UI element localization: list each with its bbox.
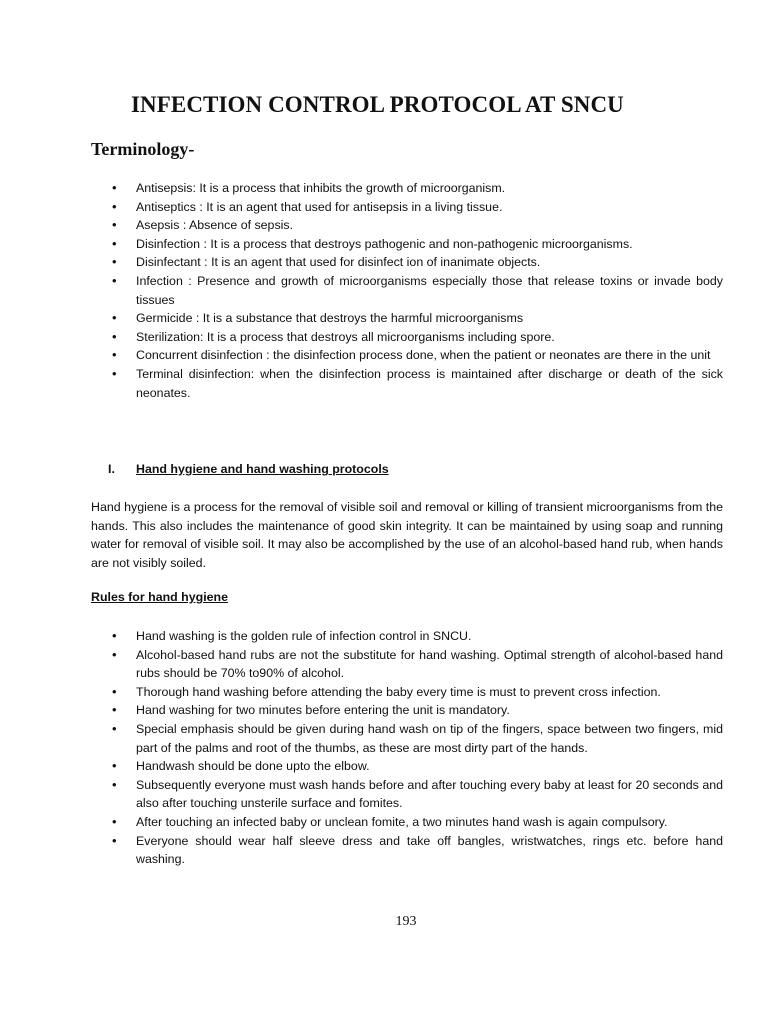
list-item: • After touching an infected baby or unclean fomite, a two minutes hand wash is again compulsory.: [112, 813, 723, 832]
list-item: • Infection : Presence and growth of microorganisms especially those that release toxins or invade body tissues: [112, 272, 723, 309]
section-title: Hand hygiene and hand washing protocols: [136, 462, 389, 476]
list-item: • Thorough hand washing before attending the baby every time is must to prevent cross infection.: [112, 683, 723, 702]
terminology-list: [112, 179, 723, 402]
list-item: • Asepsis : Absence of sepsis.: [112, 216, 723, 235]
section-heading: [108, 462, 389, 476]
list-item: • Subsequently everyone must wash hands before and after touching every baby at least for 20 seconds and also after touching unsterile surface and fomites.: [112, 776, 723, 813]
rules-list: [112, 627, 723, 869]
page-number: 193: [395, 914, 417, 929]
list-item: • Disinfection : It is a process that destroys pathogenic and non-pathogenic microorganisms.: [112, 235, 723, 254]
list-item: • Terminal disinfection: when the disinfection process is maintained after discharge or death of the sick neonates.: [112, 365, 723, 402]
list-item: • Special emphasis should be given during hand wash on tip of the fingers, space between two fingers, mid part of the palms and root of the thumbs, as these are most dirty part of the hands.: [112, 720, 723, 757]
list-item: • Alcohol-based hand rubs are not the substitute for hand washing. Optimal strength of alcohol-based hand rubs should be 70% to90% of alcohol.: [112, 646, 723, 683]
list-item: • Sterilization: It is a process that destroys all microorganisms including spore.: [112, 328, 723, 347]
list-item: • Disinfectant : It is an agent that used for disinfect ion of inanimate objects.: [112, 253, 723, 272]
rules-heading: Rules for hand hygiene: [91, 590, 229, 604]
list-item: • Germicide : It is a substance that destroys the harmful microorganisms: [112, 309, 723, 328]
list-item: • Handwash should be done upto the elbow.: [112, 757, 723, 776]
list-item: • Antiseptics : It is an agent that used for antisepsis in a living tissue.: [112, 198, 723, 217]
terminology-heading: Terminology-: [91, 139, 195, 159]
hand-hygiene-paragraph: Hand hygiene is a process for the removal of visible soil and removal or killing of transient microorganisms from the hands. This also includes the maintenance of good skin integrity. It can be maintained by using soap and running water for removal of visible soil. It may also be accomplished by the use of an alcohol-based hand rub, when hands are not visibly soiled.: [91, 500, 723, 570]
list-item: • Everyone should wear half sleeve dress and take off bangles, wristwatches, rings etc. before hand washing.: [112, 832, 723, 869]
page-title: INFECTION CONTROL PROTOCOL AT SNCU: [131, 92, 624, 117]
list-item: • Hand washing is the golden rule of infection control in SNCU.: [112, 627, 723, 646]
section-number: I.: [108, 462, 115, 476]
list-item: • Hand washing for two minutes before entering the unit is mandatory.: [112, 701, 723, 720]
list-item: • Antisepsis: It is a process that inhibits the growth of microorganism.: [112, 179, 723, 198]
list-item: • Concurrent disinfection : the disinfection process done, when the patient or neonates are there in the unit: [112, 346, 723, 365]
